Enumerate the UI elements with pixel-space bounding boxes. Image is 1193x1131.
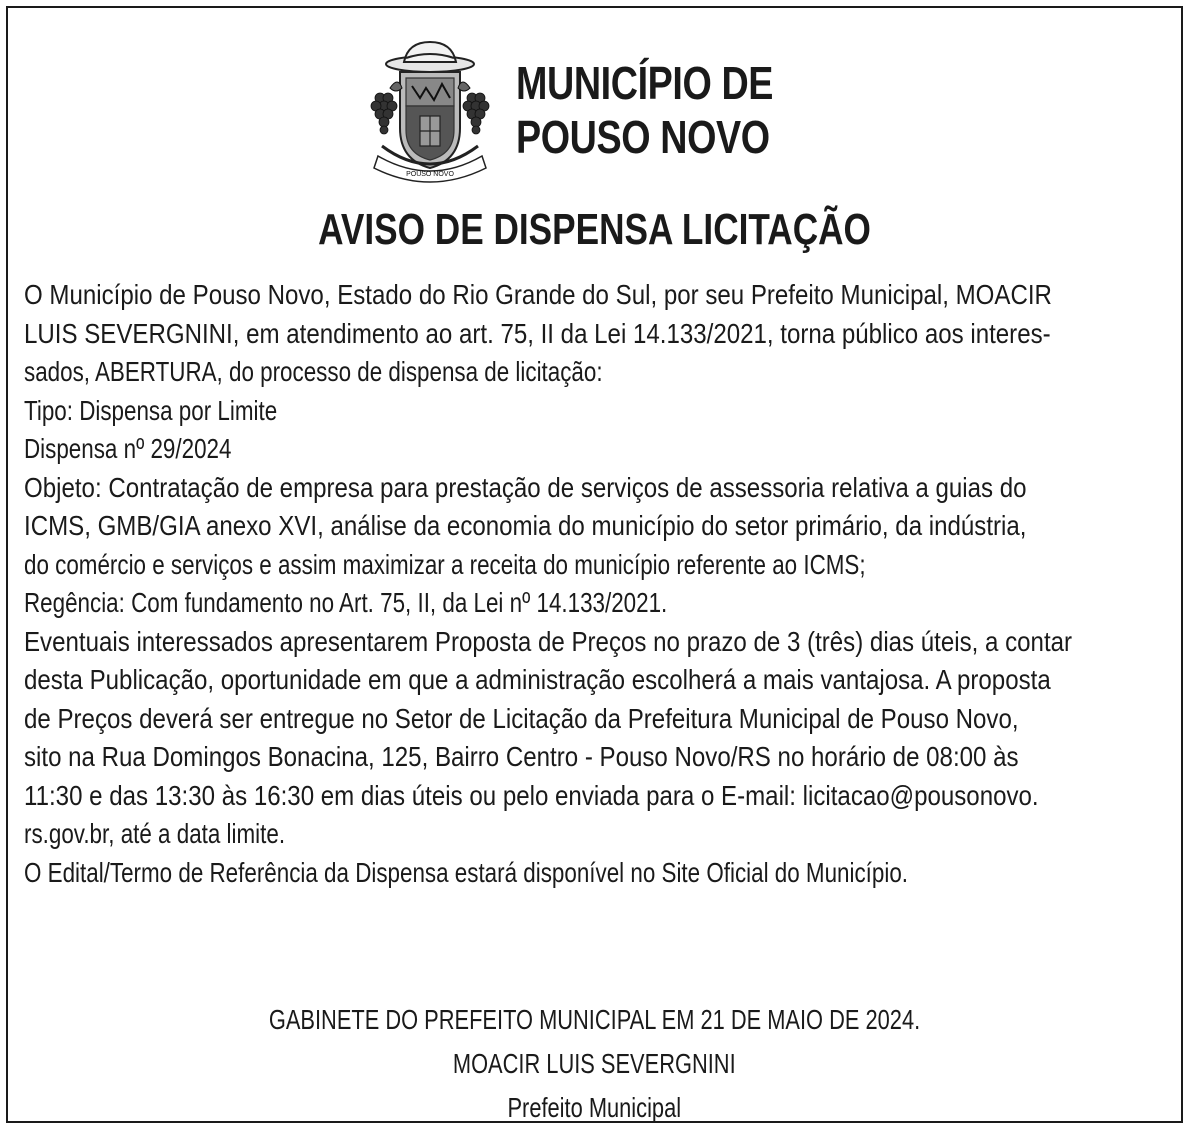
- body-line: sito na Rua Domingos Bonacina, 125, Bairro Centro - Pouso Novo/RS no horário de 08:00 às: [24, 741, 1019, 772]
- body-line: desta Publicação, oportunidade em que a administração escolherá a mais vantajosa. A proposta: [24, 664, 1051, 695]
- body-line: Eventuais interessados apresentarem Proposta de Preços no prazo de 3 (três) dias úteis, a contar: [24, 625, 1073, 657]
- body-line: ICMS, GMB/GIA anexo XVI, análise da economia do município do setor primário, da indústria,: [24, 510, 1027, 541]
- crest-ribbon-text: POUSO NOVO: [406, 171, 454, 178]
- municipality-line-1: MUNICÍPIO DE: [516, 57, 774, 109]
- municipality-line-2: POUSO NOVO: [516, 111, 770, 163]
- signatory-name: MOACIR LUIS SEVERGNINI: [453, 1048, 736, 1079]
- body-line: Objeto: Contratação de empresa para prestação de serviços de assessoria relativa a guias do: [24, 471, 1027, 503]
- body-line: Tipo: Dispensa por Limite: [24, 394, 278, 426]
- body-line: Dispensa nº 29/2024: [24, 433, 232, 464]
- signatory-role: Prefeito Municipal: [507, 1092, 682, 1123]
- body-line: LUIS SEVERGNINI, em atendimento ao art. 75, II da Lei 14.133/2021, torna público aos interes-: [24, 317, 1051, 349]
- body-line: rs.gov.br, até a data limite.: [24, 818, 286, 849]
- body-line: do comércio e serviços e assim maximizar a receita do município referente ao ICMS;: [24, 548, 866, 580]
- header: [360, 36, 880, 186]
- body-line: sados, ABERTURA, do processo de dispensa de licitação:: [24, 356, 603, 387]
- body-line: O Município de Pouso Novo, Estado do Rio Grande do Sul, por seu Prefeito Municipal, MOACIR: [24, 279, 1052, 310]
- body-line: Regência: Com fundamento no Art. 75, II, da Lei nº 14.133/2021.: [24, 587, 668, 618]
- municipality-name: [516, 56, 773, 164]
- signature-block: [8, 998, 1181, 1130]
- body-line: de Preços deverá ser entregue no Setor de Licitação da Prefeitura Municipal de Pouso Novo,: [24, 702, 1019, 734]
- body-line: 11:30 e das 13:30 às 16:30 em dias úteis ou pelo enviada para o E-mail: licitacao@pousonovo.: [24, 779, 1039, 811]
- municipal-crest-icon: [360, 36, 500, 184]
- notice-title-text: AVISO DE DISPENSA LICITAÇÃO: [318, 205, 871, 254]
- place-date: GABINETE DO PREFEITO MUNICIPAL EM 21 DE MAIO DE 2024.: [268, 1004, 921, 1035]
- notice-title: [8, 204, 1181, 256]
- notice-body: [24, 276, 1171, 892]
- body-line: O Edital/Termo de Referência da Dispensa estará disponível no Site Oficial do Município.: [24, 856, 909, 888]
- notice-frame: [6, 6, 1183, 1123]
